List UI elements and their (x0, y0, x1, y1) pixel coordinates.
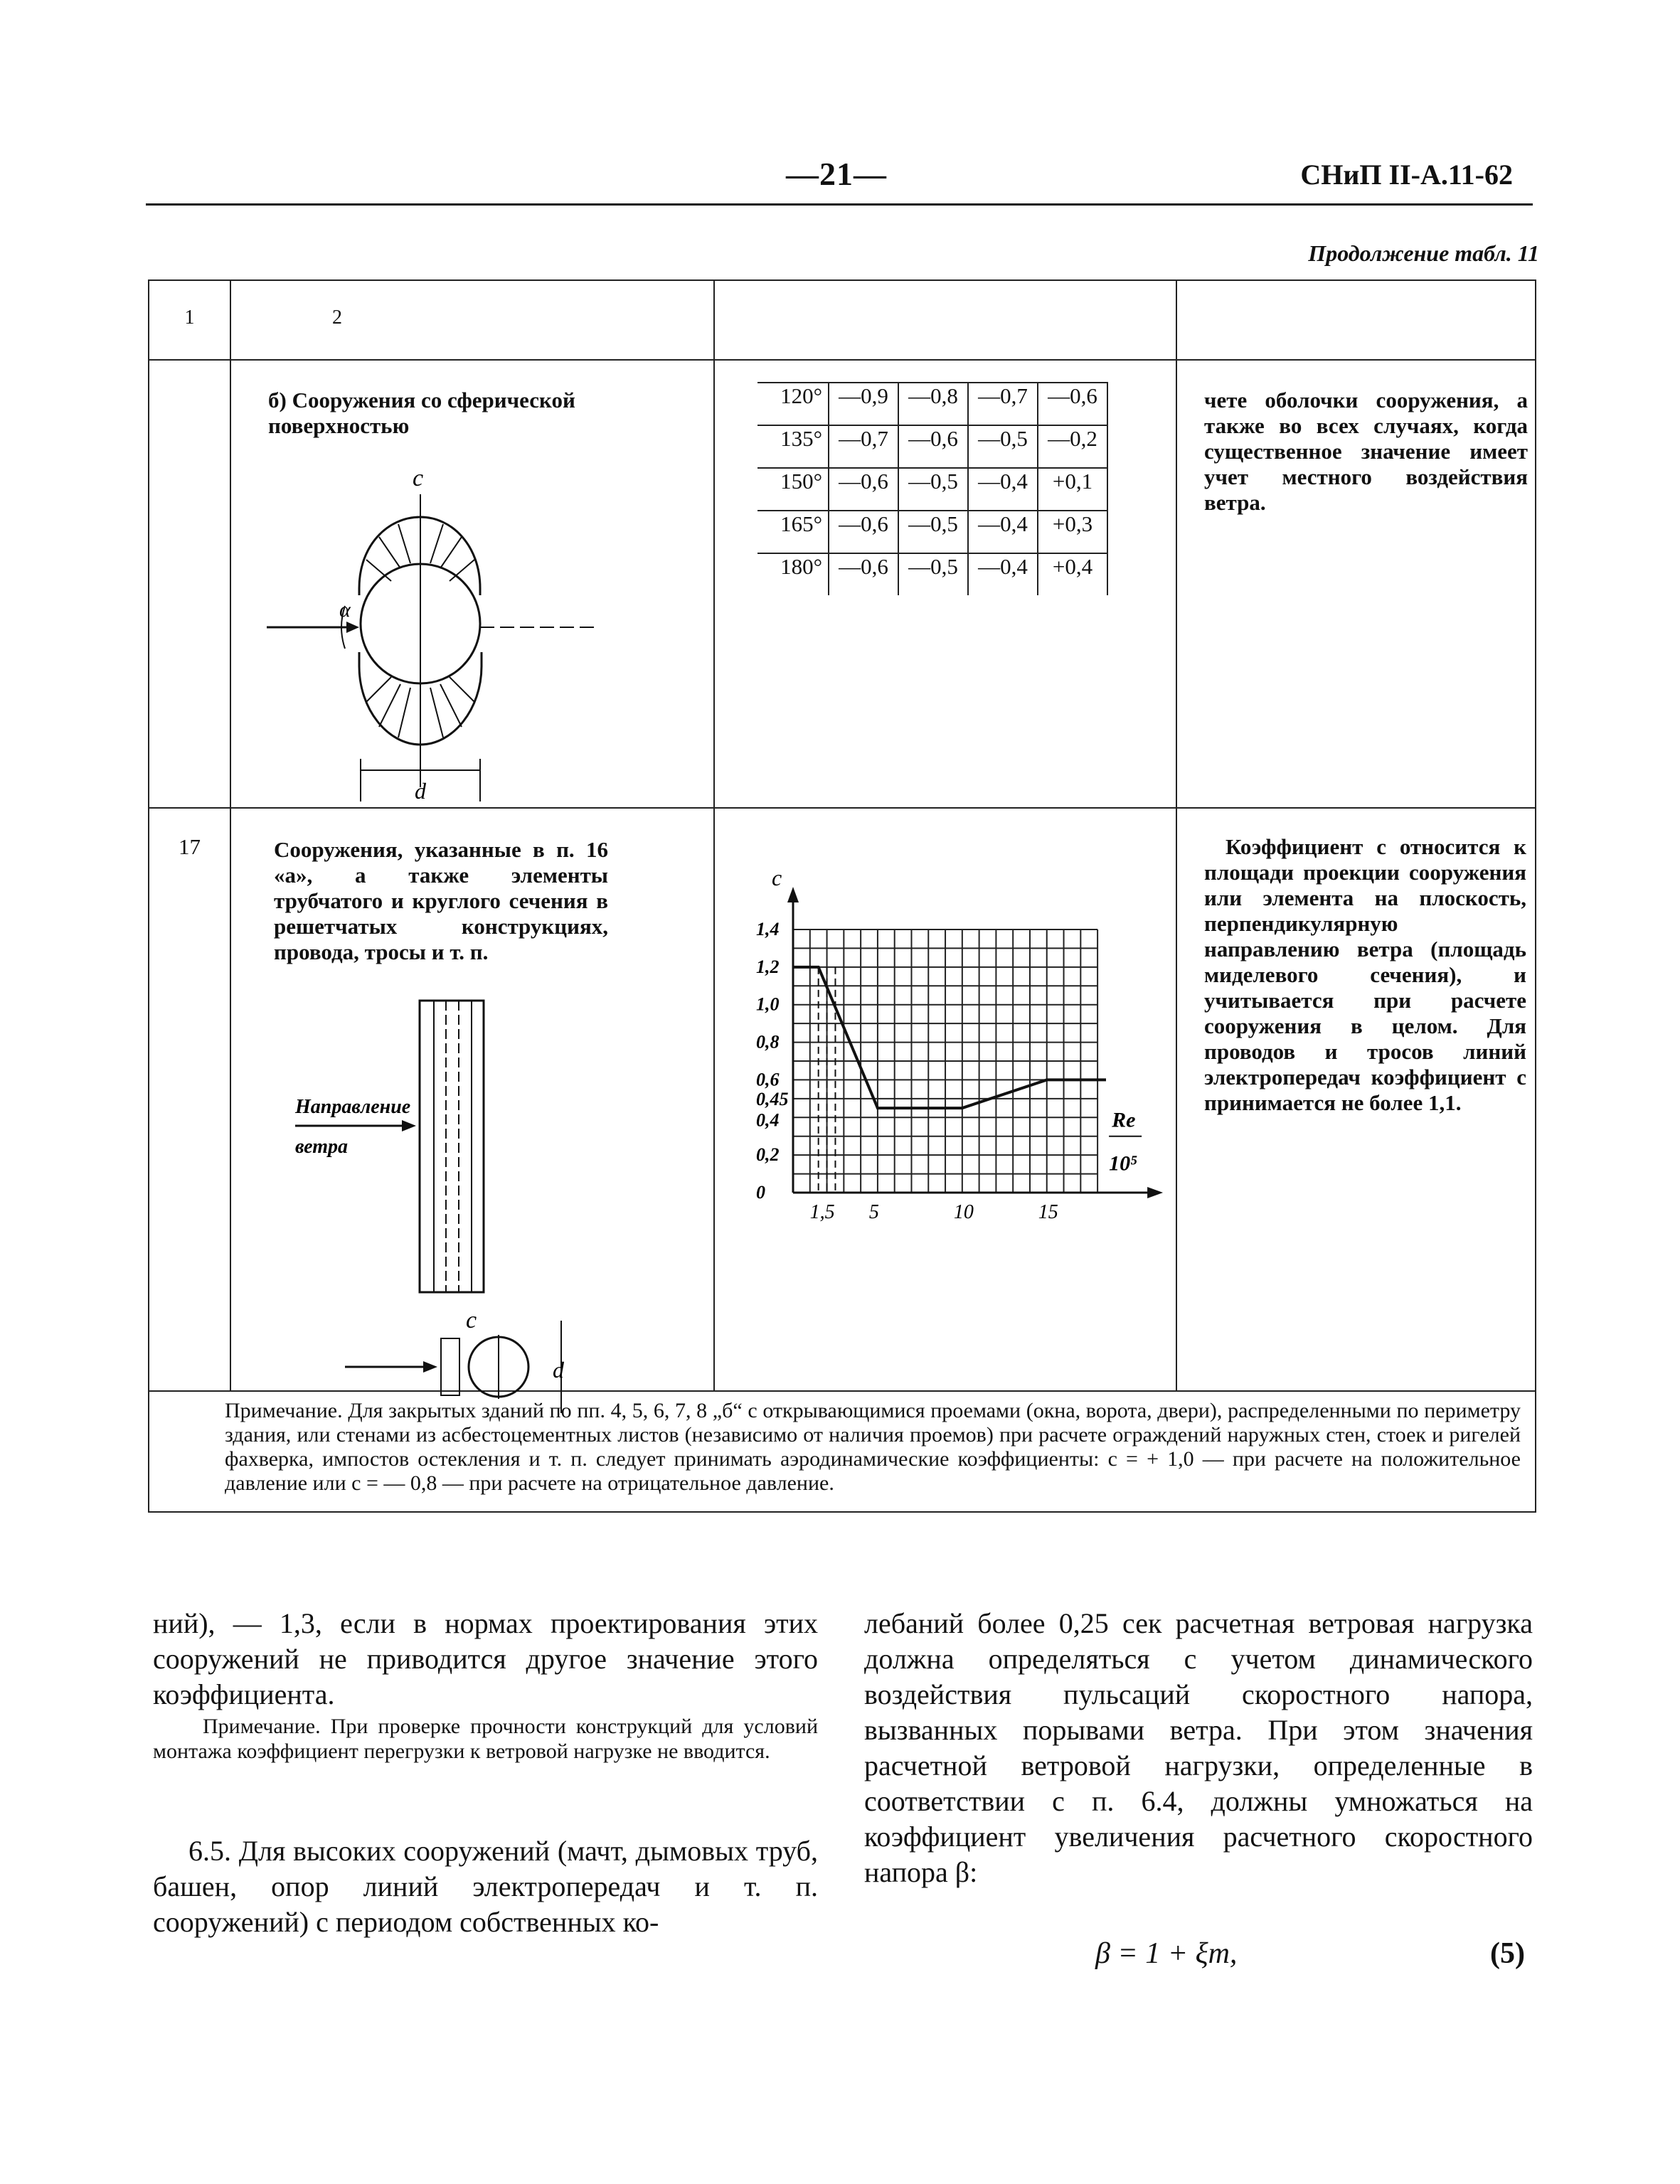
row16b-title: б) Сооружения со сферической поверхностью (268, 388, 575, 438)
coef-cell: —0,2 (1038, 425, 1107, 468)
equation: β = 1 + ξm, (1095, 1937, 1238, 1970)
col-header-2: 2 (230, 280, 714, 360)
coef-row (757, 425, 1107, 468)
row17-chart-cell (714, 808, 1176, 1391)
section-d-label: d (553, 1357, 564, 1383)
coef-row (757, 468, 1107, 511)
y-tick-label: 0,4 (756, 1109, 780, 1131)
y-tick-label: 0,45 (756, 1089, 789, 1110)
y-axis-arrow (787, 887, 799, 902)
coef-cell: —0,6 (898, 425, 968, 468)
continuation-table (148, 279, 1536, 1513)
y-tick-label: 1,0 (756, 994, 780, 1015)
wind-direction-label-1: Направление (295, 1096, 411, 1118)
row16b-number (149, 360, 230, 808)
x-axis-arrow (1147, 1187, 1163, 1198)
y-tick-label: 1,4 (756, 919, 780, 939)
coef-cell: —0,6 (829, 553, 898, 595)
y-tick-label: 0,8 (756, 1031, 780, 1053)
y-tick-label: 0,6 (756, 1069, 780, 1090)
section-c-label: c (466, 1307, 477, 1333)
wind-direction-label-2: ветра (295, 1136, 349, 1158)
row16b-note-text: чете оболочки сооружения, а также во всех случаях, когда существенное значение имеет учет местного воздействия ветра. (1204, 388, 1528, 515)
coef-cell: —0,7 (829, 425, 898, 468)
table-footnote (149, 1391, 1536, 1512)
coef-cell: —0,5 (898, 468, 968, 511)
coef-cell: +0,3 (1038, 511, 1107, 553)
reynolds-chart (729, 865, 1170, 1250)
left-note: Примечание. При проверке прочности конструкций для условий монтажа коэффициент перегрузки к ветровой нагрузке не вводится. (153, 1715, 818, 1763)
coef-cell: +0,1 (1038, 468, 1107, 511)
angle-cell: 135° (757, 425, 829, 468)
section-pressure-block (441, 1338, 459, 1395)
col-header-1: 1 (149, 280, 230, 360)
col-header-3 (714, 280, 1176, 360)
col-header-4 (1176, 280, 1536, 360)
document-code: СНиП II-А.11-62 (1300, 159, 1513, 191)
tube-body (420, 1001, 484, 1292)
sphere-c-label: c (413, 465, 424, 491)
coefficient-table (757, 382, 1108, 595)
coef-cell: —0,4 (968, 511, 1038, 553)
coef-cell: —0,5 (898, 511, 968, 553)
wind-direction-arrow-head (402, 1120, 416, 1131)
angle-cell: 120° (757, 383, 829, 425)
coef-cell: —0,4 (968, 468, 1038, 511)
coef-cell: +0,4 (1038, 553, 1107, 595)
header-rule (146, 203, 1533, 206)
page-number: —21— (786, 156, 887, 192)
coef-cell: —0,6 (829, 511, 898, 553)
left-paragraph-1: ний), — 1,3, если в нормах проектирования этих сооружений не приводится другое значение этого коэффициента. (153, 1607, 818, 1710)
y-tick-label: 0 (756, 1182, 765, 1203)
coef-row (757, 553, 1107, 595)
row17-number: 17 (149, 808, 230, 1391)
wind-arrow-head (346, 622, 359, 633)
coef-cell: —0,7 (968, 383, 1038, 425)
angle-cell: 150° (757, 468, 829, 511)
row16b-coefficients (714, 360, 1176, 808)
y-tick-label: 1,2 (756, 956, 780, 977)
coef-cell: —0,8 (898, 383, 968, 425)
alpha-label: α (339, 598, 351, 622)
row16b-note (1176, 360, 1536, 808)
d-label: d (415, 778, 426, 804)
coef-cell: —0,6 (829, 468, 898, 511)
coef-cell: —0,5 (968, 425, 1038, 468)
coef-row (757, 511, 1107, 553)
table-caption: Продолжение табл. 11 (1308, 240, 1539, 266)
chart-x-label-num: Re (1112, 1108, 1136, 1132)
x-tick-label: 1,5 (809, 1201, 835, 1223)
table-footnote-text: Примечание. Для закрытых зданий по пп. 4, 5, 6, 7, 8 „б“ с открывающимися проемами (окна, ворота, двери), распределенными по периметру здания, или стенами из асбестоцементных листов (независимо от наличия проемов) при расчете ограждений наружных стен, стоек и ригелей фахверка, импостов остекления и т. п. следует принимать аэродинамические коэффициенты: c = + 1,0 — при расчете на положительное давление или c = — 0,8 — при расчете на отрицательное давление. (225, 1399, 1521, 1495)
right-paragraph-1: лебаний более 0,25 сек расчетная ветровая нагрузка должна определяться с учетом динамического воздействия пульсаций скоростного напора, вызванных порывами ветра. При этом значения расчетной ветровой нагрузки, определенные в соответствии с п. 6.4, должны умножаться на коэффициент увеличения расчетного скоростного напора β: (864, 1607, 1533, 1888)
angle-cell: 180° (757, 553, 829, 595)
x-tick-label: 10 (953, 1201, 974, 1223)
equation-number: (5) (1490, 1937, 1525, 1970)
chart-y-label: c (772, 865, 782, 890)
row17-note-text: Коэффициент c относится к площади проекции сооружения или элемента на плоскость, перпендикулярную направлению ветра (площадь миделевого сечения), и учитывается при расчете сооружения в целом. Для проводов и тросов линий электропередач коэффициент c принимается не более 1,1. (1204, 834, 1526, 1115)
row17-description (230, 808, 714, 1391)
x-tick-label: 5 (868, 1201, 879, 1223)
x-tick-label: 15 (1038, 1201, 1058, 1223)
left-paragraph-2: 6.5. Для высоких сооружений (мачт, дымовых труб, башен, опор линий электропередач и т. п. сооружений) с периодом собственных ко- (153, 1835, 818, 1938)
row17-note (1176, 808, 1536, 1391)
sphere-diagram (252, 446, 693, 804)
coef-cell: —0,6 (1038, 383, 1107, 425)
chart-ticks (756, 919, 1142, 1223)
row17-title: Сооружения, указанные в п. 16 «а», а также элементы трубчатого и круглого сечения в решетчатых конструкциях, провода, тросы и т. п. (274, 837, 608, 964)
chart-x-label-den: 10⁵ (1109, 1151, 1138, 1176)
coef-cell: —0,4 (968, 553, 1038, 595)
row16b-description (230, 360, 714, 808)
coef-cell: —0,5 (898, 553, 968, 595)
tube-diagram (260, 986, 686, 1385)
chart-grid (793, 929, 1097, 1193)
drag-curve (793, 967, 1106, 1108)
angle-cell: 165° (757, 511, 829, 553)
coef-row (757, 383, 1107, 425)
y-tick-label: 0,2 (756, 1144, 780, 1166)
section-wind-arrow-head (423, 1361, 437, 1373)
coef-cell: —0,9 (829, 383, 898, 425)
